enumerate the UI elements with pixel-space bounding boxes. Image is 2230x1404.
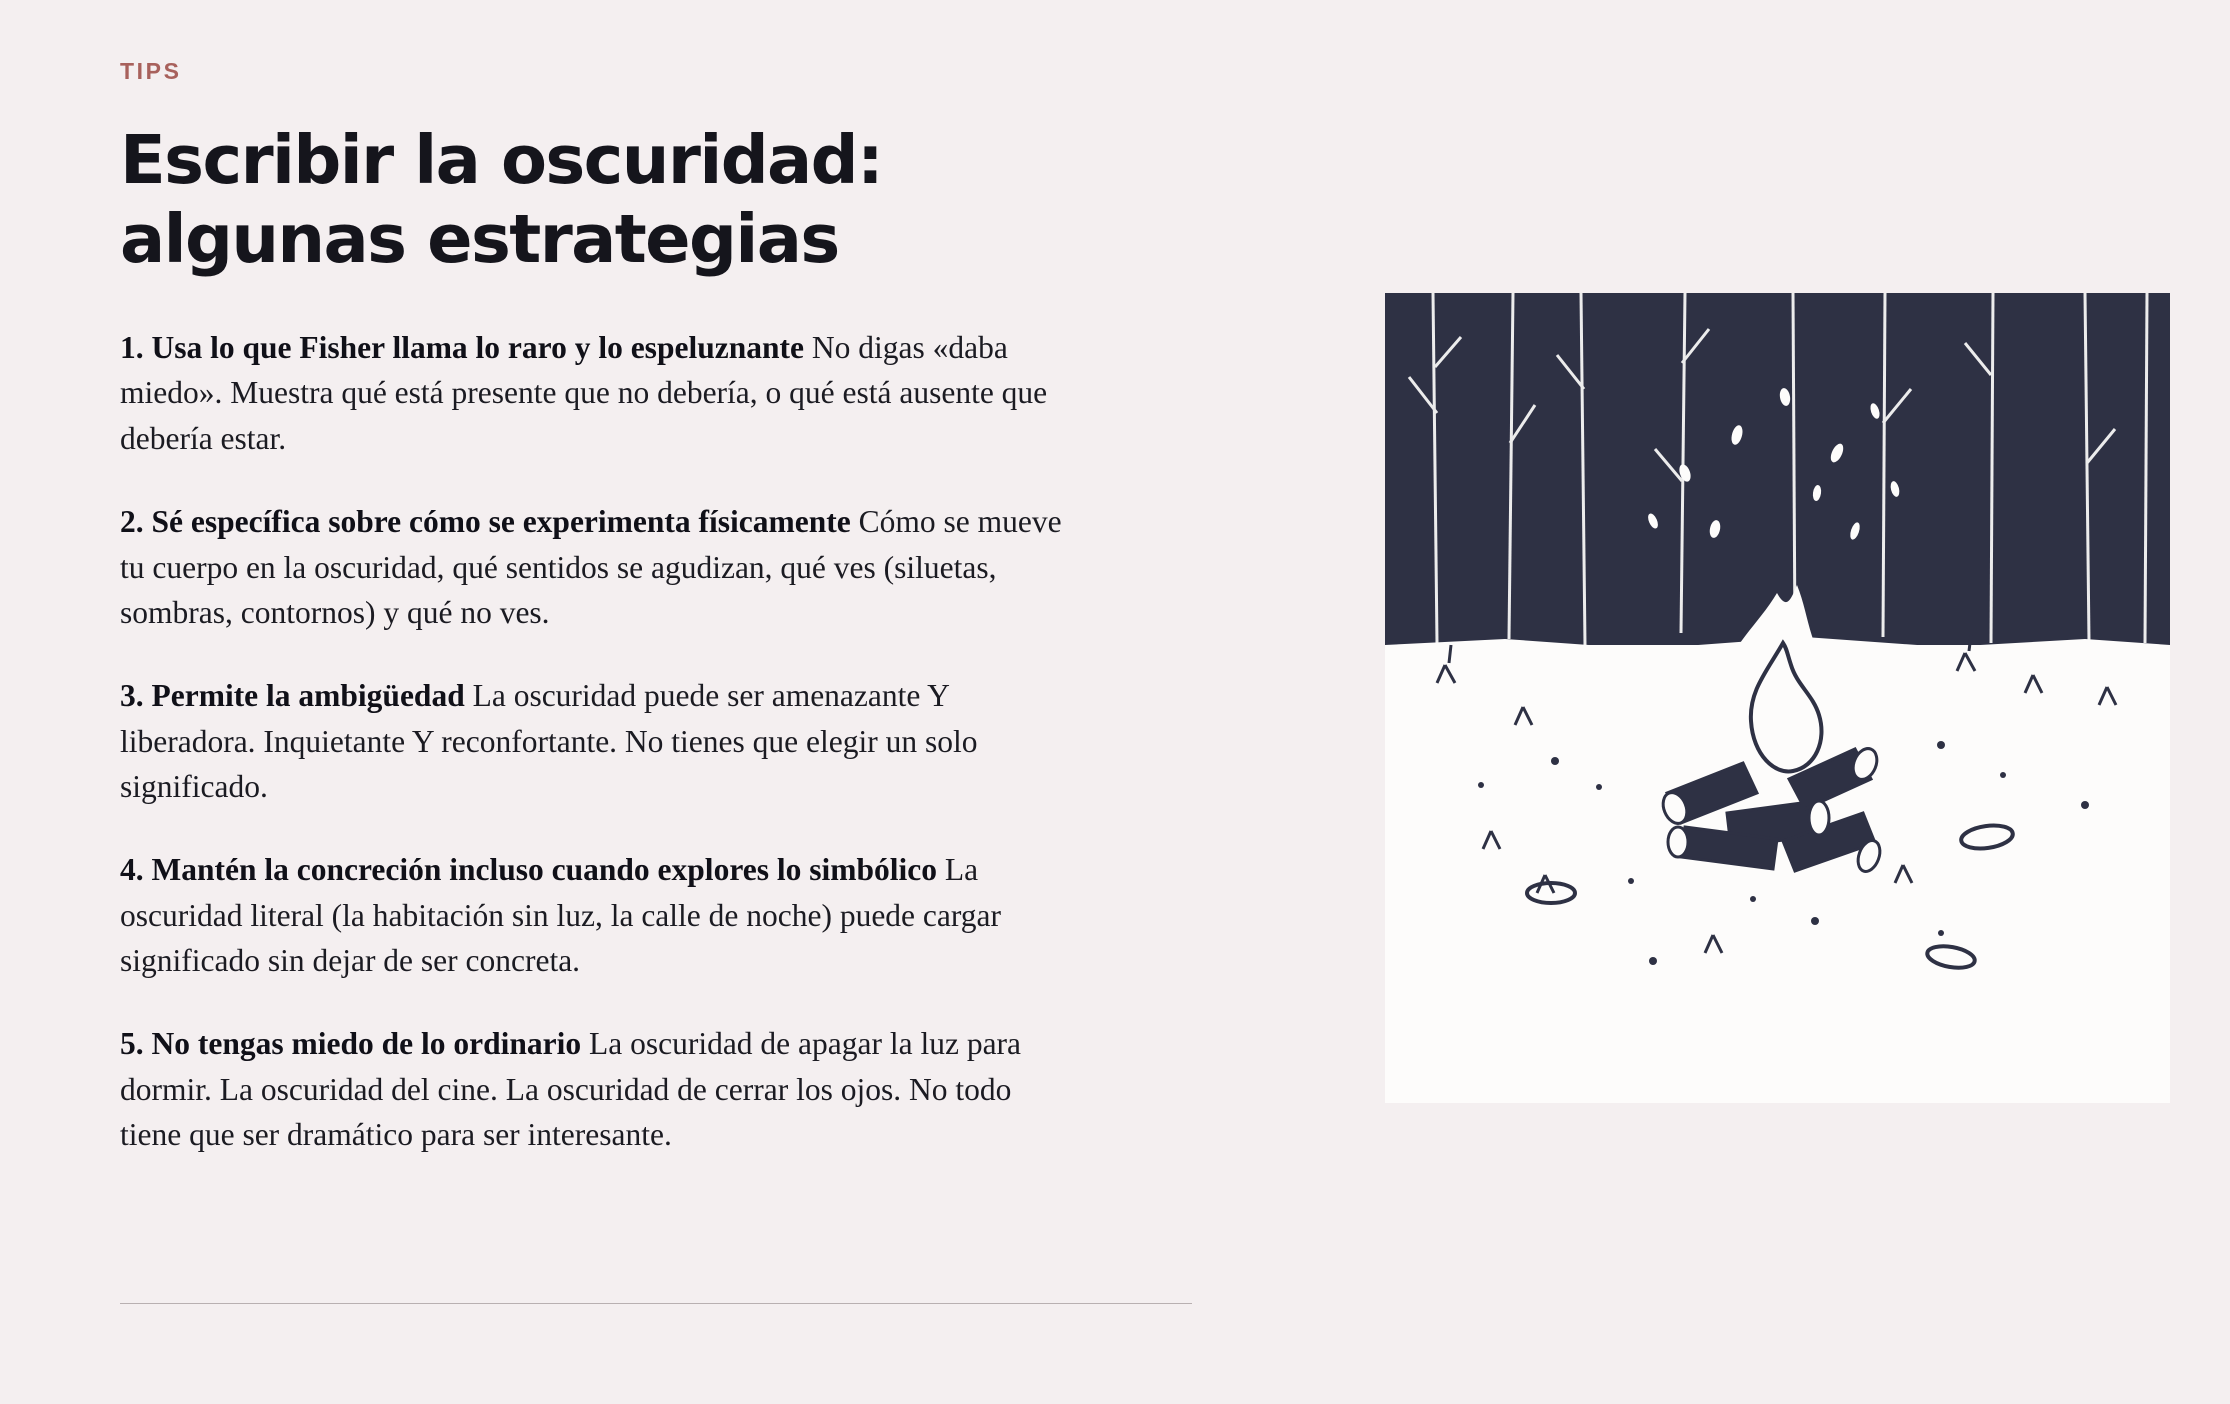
list-item <box>120 499 1080 635</box>
tip-lead: 5. No tengas miedo de lo ordinario <box>120 1026 582 1062</box>
tip-lead: 2. Sé específica sobre cómo se experimenta físicamente <box>120 504 851 540</box>
page-title: Escribir la oscuridad: algunas estrategias <box>120 121 883 279</box>
tip-body: Cómo se mueve tu cuerpo en la oscuridad, qué sentidos se agudizan, qué ves (siluetas, sombras, contornos) y qué no ves. <box>120 504 1062 630</box>
list-item <box>120 325 1080 461</box>
tips-list <box>120 325 1195 1157</box>
tip-body: La oscuridad literal (la habitación sin luz, la calle de noche) puede cargar significado sin dejar de ser concreta. <box>120 852 1002 979</box>
list-item <box>120 847 1080 983</box>
campfire-illustration <box>1385 293 2170 1103</box>
tip-lead: 1. Usa lo que Fisher llama lo raro y lo espeluznante <box>120 330 804 366</box>
footer-divider <box>120 1303 1192 1304</box>
list-item <box>120 1021 1080 1157</box>
tip-body: La oscuridad de apagar la luz para dormir. La oscuridad del cine. La oscuridad de cerrar los ojos. No todo tiene que ser dramático para ser interesante. <box>120 1026 1022 1153</box>
text-column <box>120 58 1195 1157</box>
tip-lead: 3. Permite la ambigüedad <box>120 678 465 714</box>
tip-lead: 4. Mantén la concreción incluso cuando explores lo simbólico <box>120 852 937 888</box>
tip-body: No digas «daba miedo». Muestra qué está presente que no debería, o qué está ausente que debería estar. <box>120 330 1048 456</box>
list-item <box>120 673 1080 809</box>
eyebrow-label: TIPS <box>120 58 182 84</box>
tip-body: La oscuridad puede ser amenazante Y liberadora. Inquietante Y reconfortante. No tienes que elegir un solo significado. <box>120 678 978 804</box>
